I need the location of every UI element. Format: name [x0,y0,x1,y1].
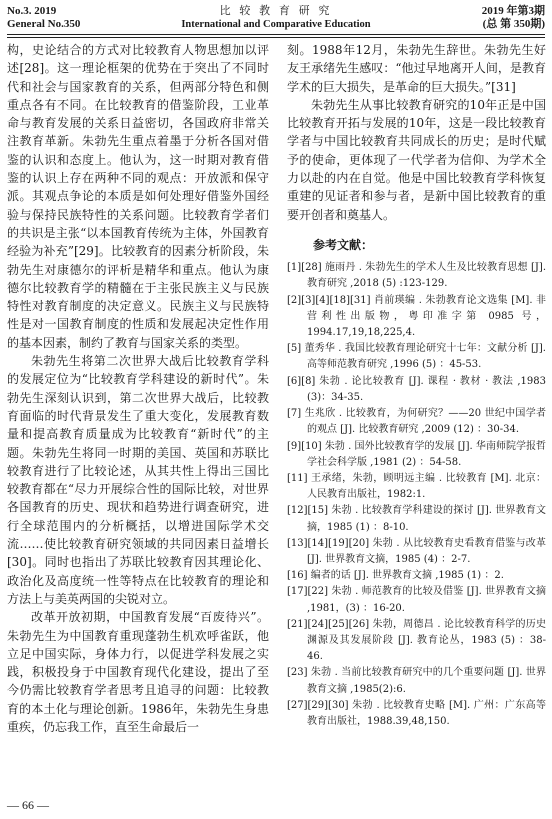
right-column [287,41,546,730]
reference-item: [23] 朱勃 . 当前比较教育研究中的几个重要问题 [J]. 世界教育文摘 ,1985(2):6. [287,667,546,695]
header-issue-cn: 2019 年第3期 [481,5,545,17]
header-issue-number: No.3. 2019 [7,5,57,17]
reference-item: [9][10] 朱勃 . 国外比较教育学的发展 [J]. 华南师院学报哲学社会科学版 ,1981 (2) ：54-58. [287,440,546,468]
header-center [0,5,552,31]
references-list [287,260,546,730]
reference-item: [17][22] 朱勃 . 师范教育的比较及借鉴 [J]. 世界教育文摘 ,1981，(3) ：16-20. [287,586,546,614]
reference-item: [12][15] 朱勃 . 比较教育学科建设的探讨 [J]. 世界教育文摘，1985 (1) ：8-10. [287,505,546,533]
header-general-number: General No.350 [7,18,81,30]
reference-item: [27][29][30] 朱勃 . 比较教育史略 [M]. 广州：广东高等教育出版社，1988.39,48,150. [287,699,546,727]
reference-item: [13][14][19][20] 朱勃 . 从比较教育史看教育借鉴与改革 [J]. 世界教育文摘，1985 (4) ：2-7. [287,537,546,565]
reference-item: [7] 生兆欣 . 比较教育，为何研究？——20 世纪中国学者的观点 [J]. 比较教育研究 ,2009 (12) ：30-34. [287,408,546,436]
reference-item: [2][3][4][18][31] 肖前瑛编 . 朱勃教育论文选集 [M]. 非营利性出版物，粤印准字第 0985 号，1994.17,19,18,225,4. [287,294,546,339]
journal-title-cn: 比 较 教 育 研 究 [219,5,333,17]
reference-item: [16] 编者的话 [J]. 世界教育文摘 ,1985 (1) ：2. [287,570,504,582]
body-paragraph: 改革开放初期，中国教育发展“百废待兴”。朱勃先生为中国教育重现蓬勃生机欢呼雀跃，他立足中国实际，身体力行，以促进学科发展之实践，积极投身于中国教育现代化建设，提出了至今仍需比较教育学者思考且追寻的问题：比较教育的本土化与理论创新。1986年，朱勃先生身患重疾，仍忘我工作，直至生命最后一 [7,610,269,734]
journal-title-en: International and Comparative Education [181,19,371,30]
page-number: — 66 — [7,798,49,812]
body-paragraph: 构，史论结合的方式对比较教育人物思想加以评述[28]。这一理论框架的优势在于突出了不同时代和社会与国家教育的关系，但两部分特色和侧重点各有不同。在比较教育的借鉴阶段，工业革命与教育发展的关系日益密切，各国政府非常关注教育革新。朱勃先生重点着墨于分析各国对借鉴的认识和态度上。他认为，这一时期对教育借鉴的认识上存在两种不同的观点：开放派和保守派。其观点争论的本质是如何处理好借鉴外国经验与保持民族特性的关系问题。比较教育学者们的共识是主张“以本国教育传统为主体，外国教育经验为补充”[29]。比较教育的因素分析阶段，朱勃先生对康德尔的评析是精华和重点。他认为康德尔比较教育学的精髓在于主张民族主义与民族特性对教育制度的决定意义。民族主义与民族特性是对一国教育制度的性质和发展起决定性作用的基本因素，制约了教育与国家关系的类型。 [7,43,269,350]
header-rule-thick [7,34,545,35]
reference-item: [1][28] 施雨丹 . 朱勃先生的学术人生及比较教育思想 [J]. 教育研究 ,2018 (5) :123-129. [287,262,546,290]
left-column [7,41,269,736]
running-header [0,0,552,36]
reference-item: [6][8] 朱勃 . 论比较教育 [J]. 课程 · 教材 · 教法 ,1983 (3)：34-35. [287,375,546,403]
header-rule-thin [7,37,545,38]
header-total-issue: (总 第 350期) [482,18,545,30]
reference-item: [11] 王承绪，朱勃，顾明远主编 . 比较教育 [M]. 北京：人民教育出版社，1982:1. [287,472,546,501]
reference-item: [5] 董秀华 . 我国比较教育理论研究十七年：文献分析 [J]. 高等师范教育研究 ,1996 (5) ：45-53. [287,343,546,371]
body-paragraph: 刻。1988年12月，朱勃先生辞世。朱勃先生好友王承绪先生感叹：“他过早地离开人间，是教育学术的巨大损失，是革命的巨大损失。”[31] [287,43,546,94]
reference-item: [21][24][25][26] 朱勃，周德昌 . 论比较教育科学的历史渊源及其发展阶段 [J]. 教育论丛，1983 (5) ：38-46. [287,618,546,663]
header-right [482,5,545,31]
references-heading: 参考文献： [313,237,374,252]
body-paragraph: 朱勃先生从事比较教育研究的10年正是中国比较教育开拓与发展的10年，这是一段比较教育学者与中国比较教育共同成长的历史；是时代赋予的使命，更体现了一代学者为信仰、为学术全力以赴的内在自觉。他是中国比较教育学科恢复重建的见证者和参与者，是新中国比较教育的重要开创者和奠基人。 [287,97,546,222]
body-paragraph: 朱勃先生将第二次世界大战后比较教育学科的发展定位为“比较教育学科建设的新时代”。朱勃先生深刻认识到，第二次世界大战后，比较教育面临的时代背景发生了重大变化，发展教育数量和提高教育质量成为比较教育“新时代”的主题。朱勃先生将同一时期的美国、英国和苏联比较教育进行了比较论述，从其共性上得出三国比较教育都在“尽力开展综合性的国际比较，对世界各国教育的历史、现状和趋势进行调查研究，进行全球范围内的分析概括，以增进国际学术交流……使比较教育研究领域的共同因素日益增长[30]。同时也指出了苏联比较教育因其理论化、政治化及高度统一性等特点在比较教育的理论和方法上与美英两国的尖锐对立。 [7,354,269,606]
